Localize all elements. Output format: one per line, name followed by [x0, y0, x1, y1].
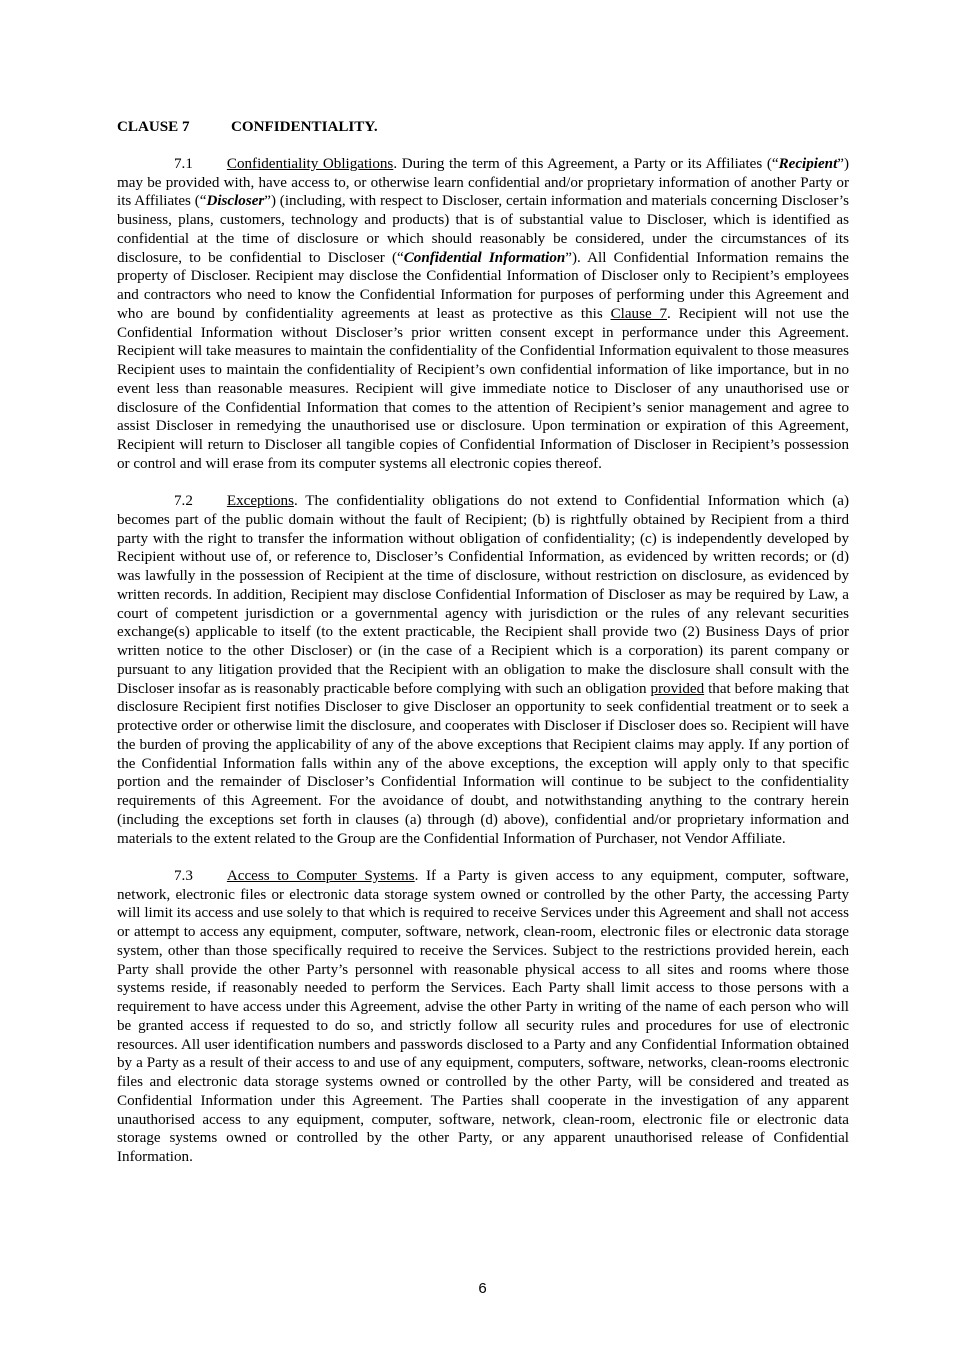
- section-7-1-text-5: . Recipient will not use the Confidential Information without Discloser’s prior written consent except in performance under this Agreement. Recipient will take measures to maintain the confidentiality of the Confidential Information equivalent to those measures Recipient uses to maintain the confidentiality of Recipient’s own confidential information of like importance, but in no event less than reasonable measures. Recipient will give immediate notice to Discloser of any unauthorised use or disclosure of the Confidential Information that comes to the attention of Recipient’s senior management and agree to assist Discloser in remedying the unauthorised use or disclosure. Upon termination or expiration of this Agreement, Recipient will return to Discloser all tangible copies of Confidential Information of Discloser in Recipient’s possession or control and will erase from its computer systems all electronic copies thereof.: [117, 305, 849, 472]
- term-recipient: Recipient: [778, 155, 838, 172]
- section-7-2-text-1: . The confidentiality obligations do not extend to Confidential Information which (a) becomes part of the public domain without the fault of Recipient; (b) is rightfully obtained by Recipient from a third party with the right to transfer the information without obligation of confidentiality; (c) is independently developed by Recipient without use of, or reference to, Discloser’s Confidential Information, as evidenced by written records; or (d) was lawfully in the possession of Recipient at the time of disclosure, without restriction on disclosure, as evidenced by written records. In addition, Recipient may disclose Confidential Information of Discloser as may be required by Law, a court of competent jurisdiction or a governmental agency with jurisdiction or the rules of any relevant securities exchange(s) applicable to itself (to the extent practicable, the Recipient shall provide two (2) Business Days of prior written notice to the other Discloser) or (in the case of a Recipient which is a corporation) its parent company or pursuant to any litigation provided that the Recipient with an obligation to make the disclosure shall consult with the Discloser insofar as is reasonably practicable before complying with such an obligation: [117, 493, 849, 697]
- section-7-2: [117, 492, 849, 848]
- term-discloser: Discloser: [206, 193, 265, 210]
- section-7-1-text-3: ”) (including, with respect to Discloser, certain information and materials concerning Discloser’s business, plans, customers, technology and products) that is of substantial value to Discloser, which is identified as confidential at the time of disclosure or which should reasonably be considered, under the circumstances of its disclosure, to be confidential to Discloser (“: [117, 193, 849, 266]
- section-7-3-text-1: . If a Party is given access to any equipment, computer, software, network, electronic files or electronic data storage system owned or controlled by the other Party, the accessing Party will limit its access and use solely to that which is required to receive Services under this Agreement and shall not access or attempt to access any equipment, computer, software, network, clean-room, electronic files or electronic data storage system, other than those specifically required to receive the Services. Subject to the restrictions provided herein, each Party shall provide the other Party’s personnel with reasonable physical access to all sites and rooms where those systems reside, if reasonably needed to perform the Services. Each Party shall limit access to those persons with a requirement to have access under this Agreement, advise the other Party in writing of the name of each person who will be granted access if requested to do so, and strictly follow all security rules and procedures for use of electronic resources. All user identification numbers and passwords disclosed to a Party and any Confidential Information obtained by a Party as a result of their access to and use of any equipment, computers, software, networks, clean-rooms electronic files and electronic data storage systems owned or controlled by the other Party, will be considered and treated as Confidential Information under this Agreement. The Parties shall cooperate in the investigation of any apparent unauthorised access to any equipment, computer, software, network, clean-room, electronic file or electronic data storage systems owned or controlled by the other Party, or any apparent unauthorised release of Confidential Information.: [117, 867, 849, 1165]
- section-7-1-text-2: ”) may be provided with, have access to, or otherwise learn confidential and/or proprietary information of another Party or its Affiliates (“: [117, 155, 849, 210]
- section-7-1-number: 7.1: [174, 155, 193, 172]
- section-7-2-text-2: that before making that disclosure Recipient first notifies Discloser to give Discloser an opportunity to seek confidential treatment or to seek a protective order or otherwise limit the disclosure, and cooperates with Discloser if Discloser does so. Recipient will have the burden of proving the applicability of any of the above exceptions that Recipient claims may apply. If any portion of the Confidential Information falls within any of the above exceptions, the exception will apply only to that specific portion and the remainder of Discloser’s Confidential Information will continue to be subject to the confidentiality requirements of this Agreement. For the avoidance of doubt, and notwithstanding anything to the contrary herein (including the exceptions set forth in clauses (a) through (d) above), confidential and/or proprietary information and materials to the extent related to the Group are the Confidential Information of Purchaser, not Vendor Affiliate.: [117, 680, 849, 847]
- clause-title: CONFIDENTIALITY.: [231, 119, 378, 135]
- clause-heading: [117, 118, 849, 137]
- section-7-1-heading: Confidentiality Obligations: [226, 155, 394, 172]
- section-7-3-heading: Access to Computer Systems: [226, 867, 415, 884]
- term-confidential-information: Confidential Information: [403, 249, 566, 266]
- section-7-3-number: 7.3: [174, 867, 193, 884]
- section-7-1: [117, 155, 849, 474]
- section-7-3: [117, 867, 849, 1167]
- section-7-2-heading: Exceptions: [226, 493, 294, 509]
- section-7-1-text-4: ”). All Confidential Information remains the property of Discloser. Recipient may disclose the Confidential Information of Discloser only to Recipient’s employees and contractors who need to know the Confidential Information for purposes of performing under this Agreement and who are bound by confidentiality agreements at least as protective as this: [117, 249, 849, 322]
- section-7-2-number: 7.2: [174, 493, 193, 509]
- clause-number: CLAUSE 7: [117, 119, 190, 135]
- page-number: 6: [478, 1280, 487, 1297]
- clause-7-reference: Clause 7: [610, 305, 667, 322]
- section-7-1-text-1: . During the term of this Agreement, a Party or its Affiliates (“: [393, 155, 779, 172]
- document-page: [117, 118, 849, 1185]
- provided-term: provided: [650, 680, 705, 697]
